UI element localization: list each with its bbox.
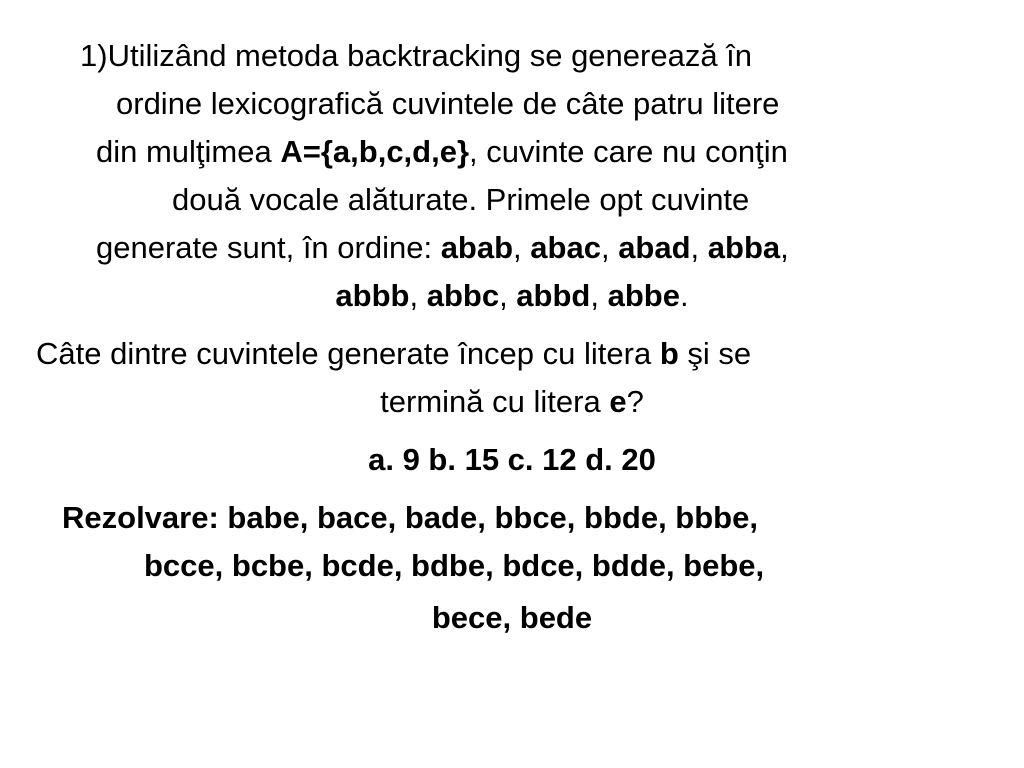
question-text: termină cu litera xyxy=(380,384,610,419)
solution-line-3 xyxy=(0,600,1024,636)
word-abbc: abbc xyxy=(426,278,500,313)
problem-line-1 xyxy=(80,38,752,74)
word-abbe: abbe xyxy=(607,278,680,313)
problem-text: ordine lexicografică cuvintele de câte patru litere xyxy=(116,86,780,121)
question-text: şi se xyxy=(678,336,752,371)
problem-line-2 xyxy=(116,86,779,122)
question-text: ? xyxy=(626,384,644,419)
solution-text: bece, bede xyxy=(431,600,593,635)
separator: , xyxy=(499,278,517,313)
word-abad: abad xyxy=(618,230,691,265)
word-abac: abac xyxy=(530,230,601,265)
separator: , xyxy=(590,278,608,313)
solution-line-2 xyxy=(144,548,764,584)
question-line-1 xyxy=(36,336,751,372)
problem-text: , cuvinte care nu conţin xyxy=(469,134,788,169)
problem-text: 1)Utilizând metoda backtracking se generează în xyxy=(80,38,753,73)
problem-text: din mulţimea xyxy=(96,134,281,169)
letter-b: b xyxy=(659,336,679,371)
problem-text: două vocale alăturate. Primele opt cuvinte xyxy=(172,182,750,217)
word-abba: abba xyxy=(707,230,781,265)
solution-line-1 xyxy=(62,500,758,536)
letter-e: e xyxy=(609,384,627,419)
problem-line-6 xyxy=(0,278,1024,314)
word-abab: abab xyxy=(440,230,514,265)
word-abbb: abbb xyxy=(335,278,410,313)
problem-line-4 xyxy=(172,182,749,218)
separator: , xyxy=(690,230,708,265)
answer-options xyxy=(0,442,1024,478)
separator: , xyxy=(780,230,789,265)
set-definition: A={a,b,c,d,e} xyxy=(280,134,470,169)
problem-line-3 xyxy=(96,134,788,170)
separator: , xyxy=(513,230,531,265)
separator: , xyxy=(409,278,427,313)
solution-text: Rezolvare: babe, bace, bade, bbce, bbde, bbbe, xyxy=(62,500,758,535)
separator: . xyxy=(679,278,689,313)
word-abbd: abbd xyxy=(516,278,591,313)
solution-text: bcce, bcbe, bcde, bdbe, bdce, bdde, bebe, xyxy=(144,548,765,583)
problem-text: generate sunt, în ordine: xyxy=(96,230,441,265)
answer-options-text: a. 9 b. 15 c. 12 d. 20 xyxy=(368,442,656,477)
separator: , xyxy=(600,230,619,265)
question-text: Câte dintre cuvintele generate încep cu litera xyxy=(36,336,660,371)
problem-line-5 xyxy=(96,230,789,266)
question-line-2 xyxy=(0,384,1024,420)
